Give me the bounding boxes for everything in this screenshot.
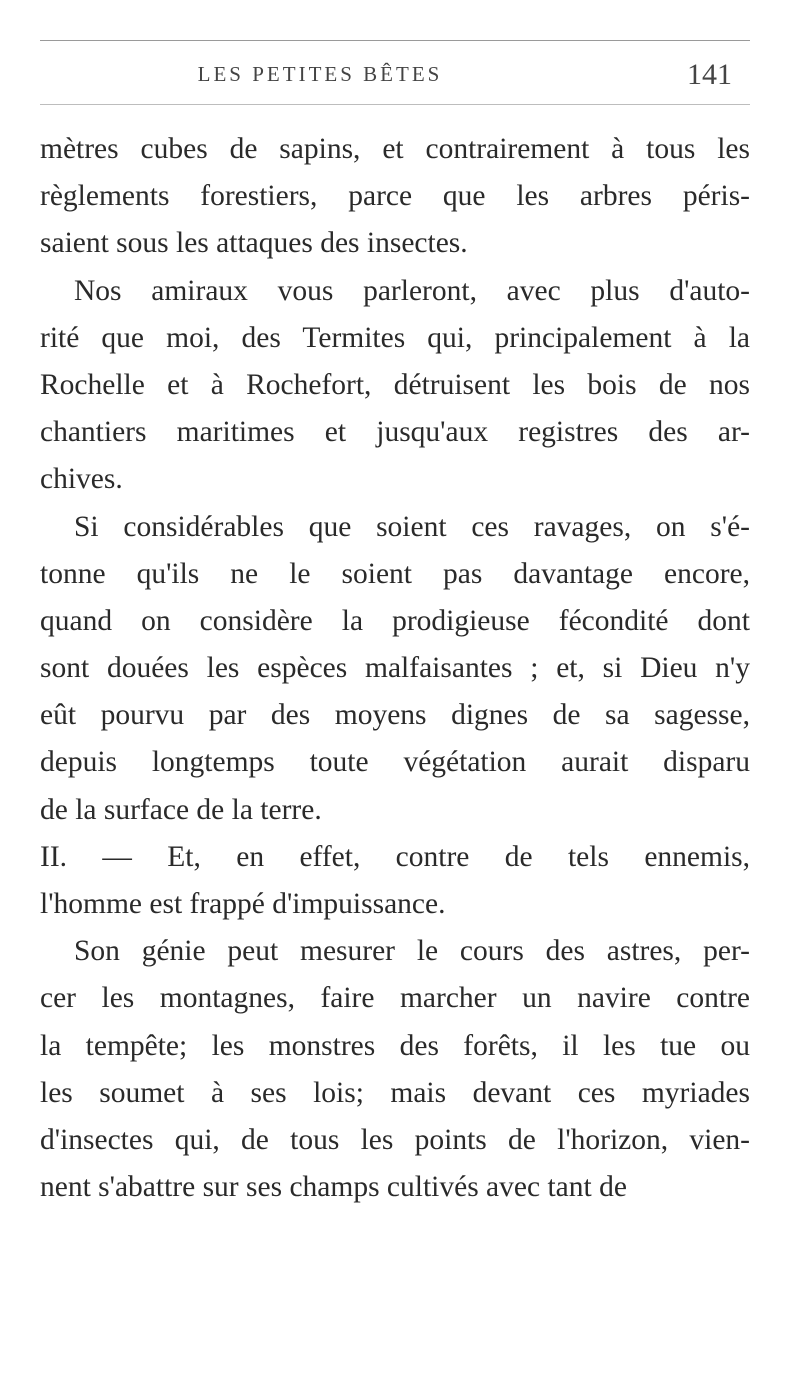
text-line: d'insectes qui, de tous les points de l'horizon, vien- xyxy=(40,1123,750,1156)
body-text xyxy=(40,126,750,1211)
text-line: de la surface de la terre. xyxy=(40,793,322,826)
text-line: eût pourvu par des moyens dignes de sa sagesse, xyxy=(40,699,750,732)
text-line: les soumet à ses lois; mais devant ces myriades xyxy=(40,1076,750,1109)
text-line: Rochelle et à Rochefort, détruisent les bois de nos xyxy=(40,368,750,401)
text-line: Nos amiraux vous parleront, avec plus d'auto- xyxy=(74,274,750,307)
text-line: tonne qu'ils ne le soient pas davantage encore, xyxy=(40,557,750,590)
header-rule-top xyxy=(40,40,750,41)
text-line: chives. xyxy=(40,463,123,496)
text-line: Si considérables que soient ces ravages, on s'é- xyxy=(74,510,750,543)
text-line: règlements forestiers, parce que les arbres péris- xyxy=(40,180,750,213)
text-line: la tempête; les monstres des forêts, il les tue ou xyxy=(40,1029,750,1062)
text-line: l'homme est frappé d'impuissance. xyxy=(40,888,446,920)
text-line: Son génie peut mesurer le cours des astres, per- xyxy=(74,935,750,968)
text-line: cer les montagnes, faire marcher un navire contre xyxy=(40,982,750,1015)
text-line: quand on considère la prodigieuse fécondité dont xyxy=(40,604,750,637)
text-line: sont douées les espèces malfaisantes ; et, si Dieu n'y xyxy=(40,652,750,685)
text-line: nent s'abattre sur ses champs cultivés avec tant de xyxy=(40,1171,627,1204)
text-line: II. — Et, en effet, contre de tels ennemis, xyxy=(40,840,750,873)
text-line: saient sous les attaques des insectes. xyxy=(40,227,468,260)
text-line: rité que moi, des Termites qui, principalement à la xyxy=(40,321,750,354)
text-line: mètres cubes de sapins, et contrairement à tous les xyxy=(40,133,750,165)
page-number: 141 xyxy=(687,58,732,91)
running-title: LES PETITES BÊTES xyxy=(197,62,443,86)
text-line: chantiers maritimes et jusqu'aux registres des ar- xyxy=(40,416,750,449)
text-line: depuis longtemps toute végétation aurait disparu xyxy=(40,746,750,779)
header-rule-bottom xyxy=(40,104,750,105)
running-head xyxy=(40,58,750,98)
